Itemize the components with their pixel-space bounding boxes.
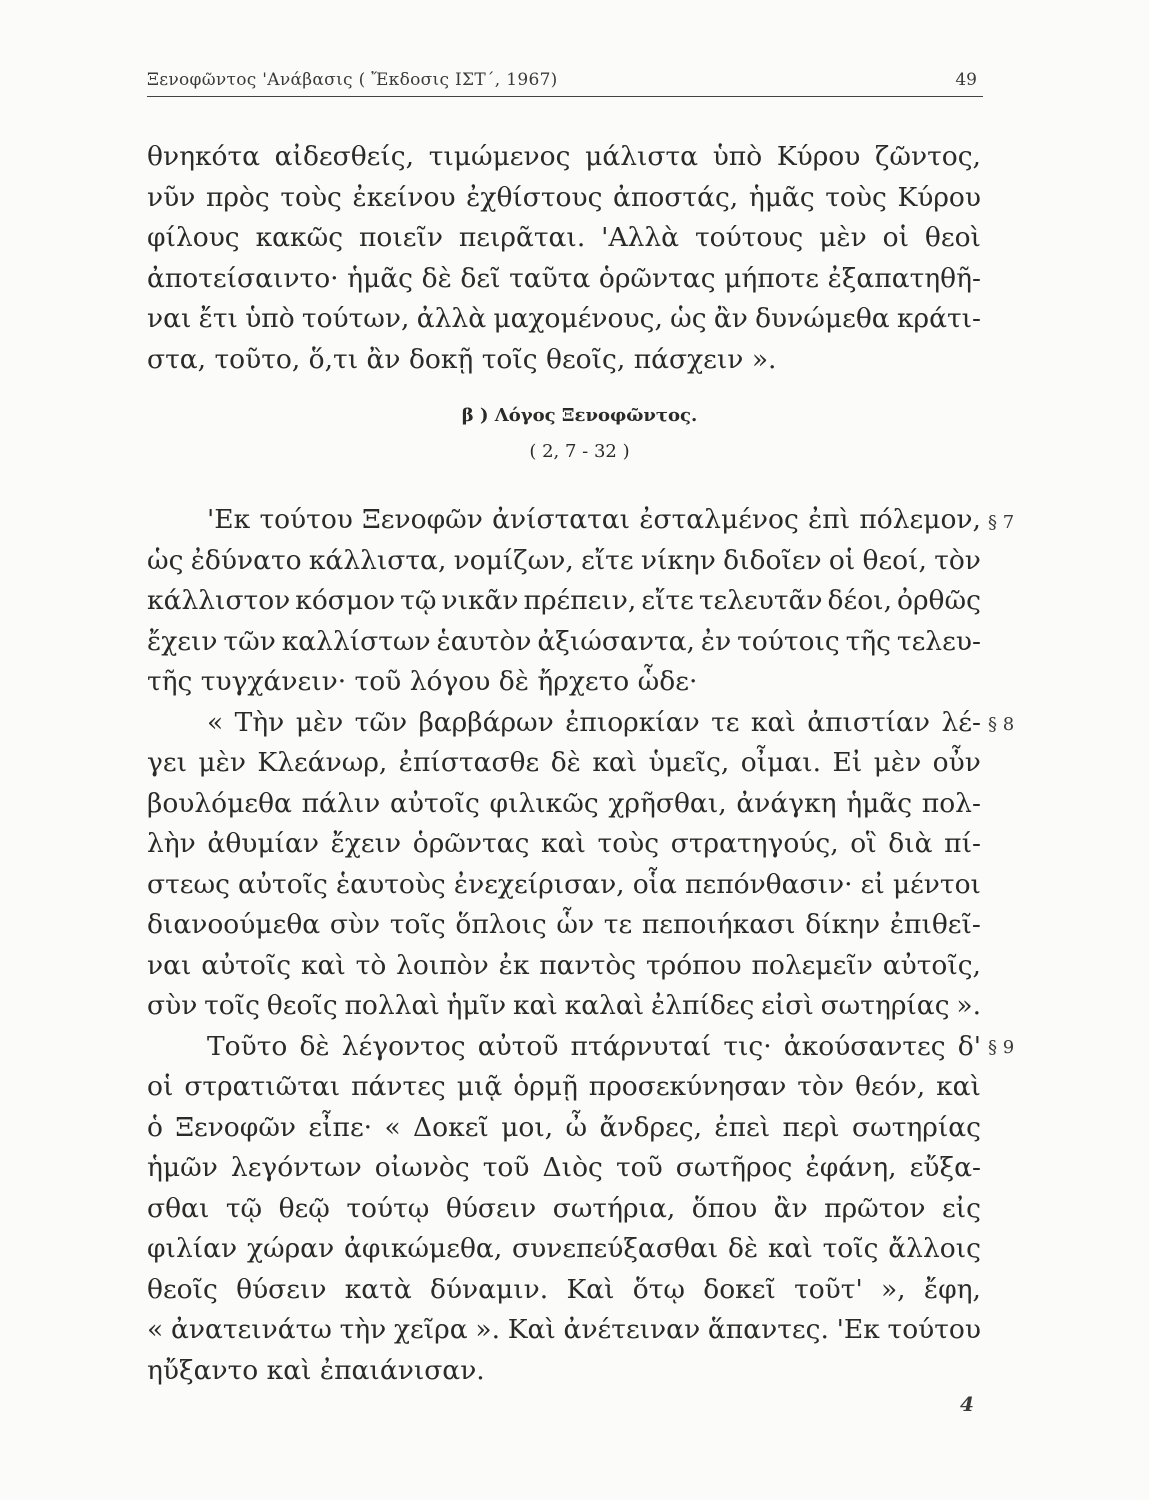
text-line: γει μὲν Κλεάνωρ, ἐπίστασθε δὲ καὶ ὑμεῖς, οἶμαι. Εἰ μὲν οὖν [147,747,981,778]
text-line: « ἀνατεινάτω τὴν χεῖρα ». Καὶ ἀνέτειναν ἅπαντες. 'Εκ τούτου [147,1314,981,1345]
text-line: σὺν τοῖς θεοῖς πολλαὶ ἡμῖν καὶ καλαὶ ἐλπίδες εἰσὶ σωτηρίας ». [147,990,981,1021]
speech-body [147,500,981,1391]
text-line: φίλους κακῶς ποιεῖν πειρᾶται. 'Αλλὰ τούτους μὲν οἱ θεοὶ [147,222,981,253]
text-line: ναι αὐτοῖς καὶ τὸ λοιπὸν ἐκ παντὸς τρόπου πολεμεῖν αὐτοῖς, [147,949,981,981]
text-line: σθαι τῷ θεῷ τούτῳ θύσειν σωτήρια, ὅπου ἂν πρῶτον εἰς [147,1192,981,1224]
text-line: ηὔξαντο καὶ ἐπαιάνισαν. [147,1354,485,1386]
text-line: κάλλιστον κόσμον τῷ νικᾶν πρέπειν, εἴτε τελευτᾶν δέοι, ὀρθῶς [147,585,981,616]
paragraph-continued [147,137,981,380]
text-line: ναι ἔτι ὑπὸ τούτων, ἀλλὰ μαχομένους, ὡς ἂν δυνώμεθα κράτι- [147,303,981,334]
running-head [147,66,983,97]
text-line: οἱ στρατιῶται πάντες μιᾷ ὁρμῇ προσεκύνησαν τὸν θεόν, καὶ [147,1071,981,1102]
section-heading: β ) Λόγος Ξενοφῶντος. [461,405,698,426]
text-line: στα, τοῦτο, ὅ,τι ἂν δοκῇ τοῖς θεοῖς, πάσχειν ». [147,343,777,375]
section-mark-7: § 7 [988,512,1015,533]
section-mark-9: § 9 [988,1037,1015,1058]
text-line: στεως αὐτοῖς ἑαυτοὺς ἐνεχείρισαν, οἷα πεπόνθασιν· εἰ μέντοι [147,868,981,900]
text-line: φιλίαν χώραν ἀφικώμεθα, συνεπεύξασθαι δὲ καὶ τοῖς ἄλλοις [147,1233,981,1264]
text-line: « Τὴν μὲν τῶν βαρβάρων ἐπιορκίαν τε καὶ ἀπιστίαν λέ- [207,706,981,738]
signature-mark: 4 [960,1392,974,1416]
section-mark-8: § 8 [988,714,1015,735]
text-line: ἡμῶν λεγόντων οἰωνὸς τοῦ Διὸς τοῦ σωτῆρος ἐφάνη, εὔξα- [147,1152,981,1183]
text-line: 'Εκ τούτου Ξενοφῶν ἀνίσταται ἐσταλμένος ἐπὶ πόλεμον, [207,504,981,535]
section-reference: ( 2, 7 - 32 ) [529,441,630,462]
text-line: θεοῖς θύσειν κατὰ δύναμιν. Καὶ ὅτῳ δοκεῖ τοῦτ' », ἔφη, [147,1273,981,1305]
text-line: νῦν πρὸς τοὺς ἐκείνου ἐχθίστους ἀποστάς, ἡμᾶς τοὺς Κύρου [147,181,981,213]
text-line: θνηκότα αἰδεσθείς, τιμώμενος μάλιστα ὑπὸ Κύρου ζῶντος, [147,141,981,172]
text-line: διανοούμεθα σὺν τοῖς ὅπλοις ὧν τε πεποιήκασι δίκην ἐπιθεῖ- [147,909,981,940]
text-line: ἔχειν τῶν καλλίστων ἑαυτὸν ἀξιώσαντα, ἐν τούτοις τῆς τελευ- [147,625,981,657]
text-line: βουλόμεθα πάλιν αὐτοῖς φιλικῶς χρῆσθαι, ἀνάγκη ἡμᾶς πολ- [147,787,981,819]
text-line: ἀποτείσαιντο· ἡμᾶς δὲ δεῖ ταῦτα ὁρῶντας μήποτε ἐξαπατηθῆ- [147,262,981,294]
text-line: Τοῦτο δὲ λέγοντος αὐτοῦ πτάρνυταί τις· ἀκούσαντες δ' [207,1030,981,1062]
text-line: λὴν ἀθυμίαν ἔχειν ὁρῶντας καὶ τοὺς στρατηγούς, οἳ διὰ πί- [147,828,981,859]
text-line: τῆς τυγχάνειν· τοῦ λόγου δὲ ἤρχετο ὧδε· [147,666,698,697]
page-number: 49 [955,70,977,90]
text-line: ὡς ἐδύνατο κάλλιστα, νομίζων, εἴτε νίκην διδοῖεν οἱ θεοί, τὸν [147,544,981,576]
text-line: ὁ Ξενοφῶν εἶπε· « Δοκεῖ μοι, ὦ ἄνδρες, ἐπεὶ περὶ σωτηρίας [147,1111,981,1143]
running-title: Ξενοφῶντος 'Ανάβασις ( Ἔκδοσις ΙΣΤ΄, 1967) [147,70,558,90]
